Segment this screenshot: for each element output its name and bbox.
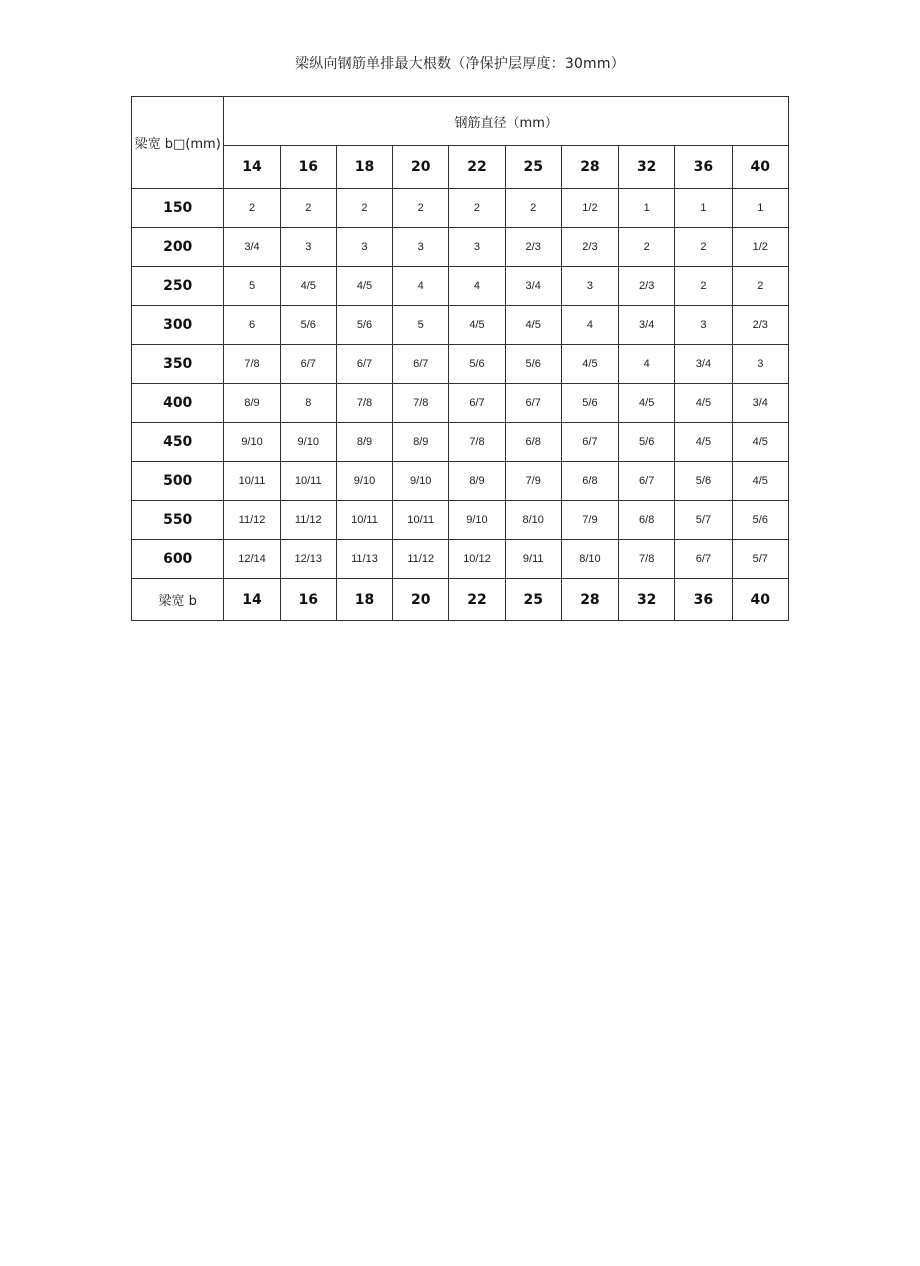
bar-count-cell: 7/8 [449,423,505,462]
bar-count-cell: 6/8 [619,501,675,540]
bar-count-cell: 4 [393,267,449,306]
bar-count-cell: 3/4 [619,306,675,345]
bar-count-cell: 1 [619,189,675,228]
bar-count-cell: 2 [675,228,732,267]
diameter-header-cell: 36 [675,146,732,189]
diameter-header-cell: 16 [280,146,336,189]
bar-count-cell: 8/9 [393,423,449,462]
bar-count-cell: 5/6 [280,306,336,345]
bar-count-cell: 10/11 [336,501,392,540]
bar-count-cell: 8/9 [449,462,505,501]
beam-width-cell: 250 [132,267,224,306]
bar-count-cell: 11/13 [336,540,392,579]
bar-count-cell: 2/3 [505,228,561,267]
bar-count-cell: 2/3 [619,267,675,306]
bar-count-cell: 4/5 [505,306,561,345]
bar-count-cell: 4 [449,267,505,306]
bar-count-cell: 4/5 [619,384,675,423]
bar-count-cell: 7/9 [561,501,618,540]
bar-count-cell: 6/7 [280,345,336,384]
bar-count-cell: 3 [675,306,732,345]
bar-count-cell: 6/7 [561,423,618,462]
bar-count-cell: 4/5 [732,423,788,462]
bar-count-cell: 3 [732,345,788,384]
bar-count-cell: 8 [280,384,336,423]
bar-count-cell: 7/8 [619,540,675,579]
diameter-header-cell: 18 [336,146,392,189]
bar-count-cell: 9/10 [393,462,449,501]
bar-count-cell: 1 [675,189,732,228]
bar-count-cell: 9/10 [224,423,280,462]
table-row [132,462,789,501]
bar-count-cell: 4/5 [732,462,788,501]
beam-width-cell: 450 [132,423,224,462]
bar-count-cell: 1/2 [561,189,618,228]
table-row [132,423,789,462]
bar-count-cell: 2 [449,189,505,228]
bar-count-cell: 10/12 [449,540,505,579]
beam-width-cell: 500 [132,462,224,501]
table-row [132,540,789,579]
bar-count-cell: 5/6 [561,384,618,423]
bar-count-cell: 4 [619,345,675,384]
beam-width-cell: 200 [132,228,224,267]
beam-width-cell: 150 [132,189,224,228]
bar-count-cell: 4/5 [561,345,618,384]
diameter-header-cell: 32 [619,146,675,189]
bar-count-cell: 6/7 [505,384,561,423]
bar-count-cell: 2/3 [561,228,618,267]
bar-count-cell: 9/10 [336,462,392,501]
bar-count-cell: 9/11 [505,540,561,579]
footer-diameter-cell: 18 [336,579,392,621]
bar-count-cell: 2 [732,267,788,306]
footer-diameter-cell: 16 [280,579,336,621]
bar-count-cell: 6 [224,306,280,345]
table-row [132,228,789,267]
bar-count-cell: 7/9 [505,462,561,501]
bar-count-cell: 5/7 [675,501,732,540]
table-row [132,267,789,306]
bar-count-cell: 3/4 [675,345,732,384]
bar-count-cell: 3 [393,228,449,267]
bar-count-cell: 2 [619,228,675,267]
bar-count-cell: 12/14 [224,540,280,579]
bar-count-cell: 1 [732,189,788,228]
table-row [132,501,789,540]
beam-width-cell: 400 [132,384,224,423]
bar-count-cell: 8/10 [561,540,618,579]
bar-count-cell: 5/7 [732,540,788,579]
bar-count-cell: 6/8 [561,462,618,501]
bar-count-cell: 10/11 [280,462,336,501]
bar-count-cell: 6/7 [336,345,392,384]
bar-count-cell: 12/13 [280,540,336,579]
bar-count-cell: 4/5 [675,384,732,423]
bar-count-cell: 5/6 [675,462,732,501]
bar-count-cell: 8/9 [224,384,280,423]
rebar-count-table [131,96,789,621]
footer-diameter-cell: 14 [224,579,280,621]
bar-count-cell: 2 [224,189,280,228]
diameter-header-cell: 25 [505,146,561,189]
bar-count-cell: 6/7 [393,345,449,384]
bar-count-cell: 5 [393,306,449,345]
bar-count-cell: 9/10 [280,423,336,462]
bar-count-cell: 5/6 [449,345,505,384]
bar-count-cell: 5/6 [336,306,392,345]
bar-count-cell: 3/4 [505,267,561,306]
bar-count-cell: 10/11 [393,501,449,540]
bar-count-cell: 1/2 [732,228,788,267]
diameter-header-cell: 40 [732,146,788,189]
bar-count-cell: 4 [561,306,618,345]
diameter-header-cell: 14 [224,146,280,189]
beam-width-header: 梁宽 b□(mm) [132,97,224,189]
footer-diameter-cell: 40 [732,579,788,621]
beam-width-cell: 600 [132,540,224,579]
footer-diameter-cell: 20 [393,579,449,621]
beam-width-cell: 350 [132,345,224,384]
diameter-header-row [132,146,789,189]
table-row [132,384,789,423]
bar-count-cell: 2 [336,189,392,228]
bar-count-cell: 8/9 [336,423,392,462]
page-title: 梁纵向钢筋单排最大根数（净保护层厚度：30mm） [295,56,625,72]
bar-count-cell: 3/4 [224,228,280,267]
bar-count-cell: 2 [505,189,561,228]
beam-width-cell: 300 [132,306,224,345]
bar-count-cell: 6/7 [675,540,732,579]
bar-count-cell: 4/5 [336,267,392,306]
bar-count-cell: 2 [393,189,449,228]
bar-count-cell: 8/10 [505,501,561,540]
bar-count-cell: 10/11 [224,462,280,501]
footer-diameter-cell: 32 [619,579,675,621]
bar-count-cell: 3 [561,267,618,306]
footer-diameter-cell: 28 [561,579,618,621]
bar-count-cell: 6/8 [505,423,561,462]
footer-diameter-cell: 22 [449,579,505,621]
footer-row [132,579,789,621]
bar-count-cell: 6/7 [619,462,675,501]
bar-count-cell: 5/6 [619,423,675,462]
header-row-group [132,97,789,146]
footer-diameter-cell: 25 [505,579,561,621]
diameter-header-cell: 22 [449,146,505,189]
table-row [132,306,789,345]
bar-count-cell: 4/5 [675,423,732,462]
bar-count-cell: 11/12 [280,501,336,540]
bar-count-cell: 9/10 [449,501,505,540]
bar-count-cell: 2/3 [732,306,788,345]
footer-beam-width-label: 梁宽 b [132,579,224,621]
table-row [132,189,789,228]
footer-diameter-cell: 36 [675,579,732,621]
table-row [132,345,789,384]
bar-count-cell: 5 [224,267,280,306]
bar-count-cell: 2 [675,267,732,306]
bar-count-cell: 4/5 [449,306,505,345]
bar-count-cell: 7/8 [224,345,280,384]
bar-count-cell: 11/12 [224,501,280,540]
bar-count-cell: 3 [336,228,392,267]
bar-count-cell: 11/12 [393,540,449,579]
diameter-header-cell: 28 [561,146,618,189]
bar-count-cell: 7/8 [393,384,449,423]
bar-count-cell: 4/5 [280,267,336,306]
diameter-header-cell: 20 [393,146,449,189]
bar-count-cell: 5/6 [505,345,561,384]
beam-width-cell: 550 [132,501,224,540]
bar-count-cell: 5/6 [732,501,788,540]
bar-count-cell: 3 [280,228,336,267]
bar-count-cell: 2 [280,189,336,228]
bar-count-cell: 6/7 [449,384,505,423]
diameter-group-header: 钢筋直径（mm） [224,97,789,146]
bar-count-cell: 3 [449,228,505,267]
bar-count-cell: 3/4 [732,384,788,423]
bar-count-cell: 7/8 [336,384,392,423]
